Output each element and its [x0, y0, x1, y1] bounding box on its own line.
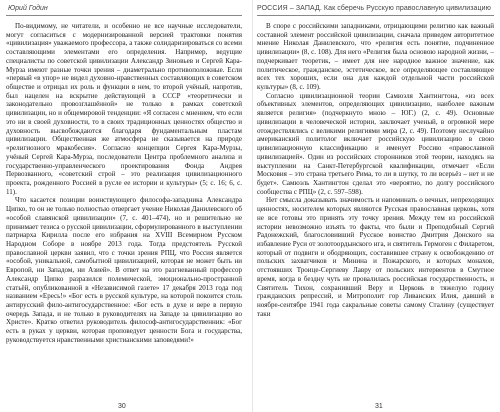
paragraph: Нет смысла доказывать значимость и напоминать о вечных, непреходящих ценностях, носителем которых являются Русская православная церковь, хотя не все готовы это принять эту точку зрения. Между тем из российской истории невозможно изъять то факты, что были и Преподобный Сергий Радонежский, благословивший Русское воинство Дмитрия Донского на избавление Руси от золотоордынского ига, и святитель Гермоген с Филаретом, который от подвиги и ободряющих, составившее страну к освобождению от польских захватчиков и Минина и Пожарского, и которых монахов, отстоявших Троице-Сергиеву Лавру от польских интервентов в Смутное время, когда в бездну чуть не провалилась российская государственность, и Святитель Тихон, сохранивший Веру и Церковь в тяжелую годину гражданских репрессий, и Митрополит гор Ливанских Илия, давший в ноябре-сентябре 1941 года сакральные советы самому Сталину (существует таки	[257, 196, 494, 318]
paragraph: В споре с российскими западниками, отрицающими религию как важный составной элемент российской цивилизации, сначала приведем авторитетное мнение Николая Данилевского, что «религия есть понятие, подчиненное цивилизации» (8, с. 108). Для него «Религия была основою народной жизни, – подчеркивает теоретик, – имеет для нее народное важное значение, как политическое, гражданское, эстетическое, все определяющее составляющее всех тех хороших, если она для каждой отдельной части российской культуры» (8, с. 109).	[257, 22, 494, 92]
paragraph: Согласно цивилизационной теории Самюэля Хантингтона, «из всех объективных элементов, определяющих цивилизацию, наиболее важным является религия» (подчеркнуто мною – ЮГ.) (2, с. 49). Основные цивилизации в человеческой истории, заключает ученый, в огромной мере отождествлялись с великими религиями мира (2, с. 49). Поэтому неслучайно американский политолог включает российскую цивилизацию в свою цивилизационную классификацию и именует Россию «православной цивилизацией». Один из российских сторонников этой теории, находясь на выступлении на Санкт-Петербургской квалификации, отмечает «Если Московия – это страна третьего Рима, то ли в шутку, то ли всерьёз – нет и не будет». Самюэль Хантингтон сделал это «вероятно, по долгу российского сообщества с РПЦ» (2, с. 597–598).	[257, 91, 494, 196]
page-number-left: 30	[118, 403, 126, 410]
right-page-body	[257, 22, 494, 318]
paragraph: Что касается позиции воинствующего философа-западника Александра Ципко, то он не только полностью отвергает учение Николая Данилевского об «особой славянской цивилизации» (7, с. 401–474), но и решительно не принимает тезиса о русской цивилизации, сформулированного в выступлении патриарха Кирилла после его избрания на XVIII Всемирном Русском Народном Соборе в ноябре 2013 года. Тогда предстоятель Русской православной церкви заявил, что с точки зрения РПЦ, что Россия является «особой, уникальной, самобытной цивилизацией, которая не может быть ни Европой, ни Западом, ни Азией». В ответ на это разгневанный профессор Александр Ципко разразился полемической, эмоционально-пространной статьёй, опубликованной в «Независимой газете» 17 декабря 2013 года под названием «Ересь!» «Бог есть в русской культуре, на которой покоится столь антирусский фило-антигосударственное: «Бог есть в духе и вере в первую очередь Запада, и не только в руководителях на Западе за цивилизацию во Христе». Кратко ответил руководитель философ-антигосударственник: «Бог есть в руках у церкви, которая проповедует ценности Бога и государства, руководствуется нравственными христианскими заповедями!»	[6, 196, 242, 344]
paragraph: По-видимому, не читатели, и особенно не все научные исследователи, могут согласиться с модернизированной версией трактовки понятия «цивилизация» уважаемого профессора, а также солидаризироваться со всеми составляющими элементами его определения. Например, ведущие специалисты по советской цивилизации Александр Зиновьев и Сергей Кара-Мурза имеют разные точки зрения – диаметрально противоположные. Если «первый «в упор» не видел духовно-нравственных составляющих в советском обществе и отрицал их роль и функции в нем, то второй учёный, напротив, был нацелен на вскрытие действующей в СССР «теоретически и законодательно провозглашённой» не только в рамках советской цивилизации, но и общемировой тенденции: «Я согласен с мнением, что если это ни в своей духовности, то в своих традиционных ценностях общество и духовность высвобождаются благодаря фундаментальным пластам цивилизации. Общественная же атмосфера не сказывается на природе «религиозного мракобесия». Согласно концепции Сергея Кара-Мурзы, учёный Сергей Кара-Мурза, последователи Центра проблемного анализа и государственно-управленческого проектирования Фонда Андрея Первозванного, «советский строй – это реализация цивилизационного проекта, рожденного Россией в русле ее истории и культуры» (5; с. 16; 6, с. 11).	[6, 22, 242, 196]
left-page-body	[6, 22, 242, 345]
right-page	[252, 0, 500, 412]
running-header-right: РОССИЯ – ЗАПАД. Как сберечь Русскую православную цивилизацию	[257, 4, 494, 16]
running-header-left: Юрий Годин	[6, 4, 242, 16]
page-number-right: 31	[375, 403, 383, 410]
left-page	[0, 0, 246, 412]
